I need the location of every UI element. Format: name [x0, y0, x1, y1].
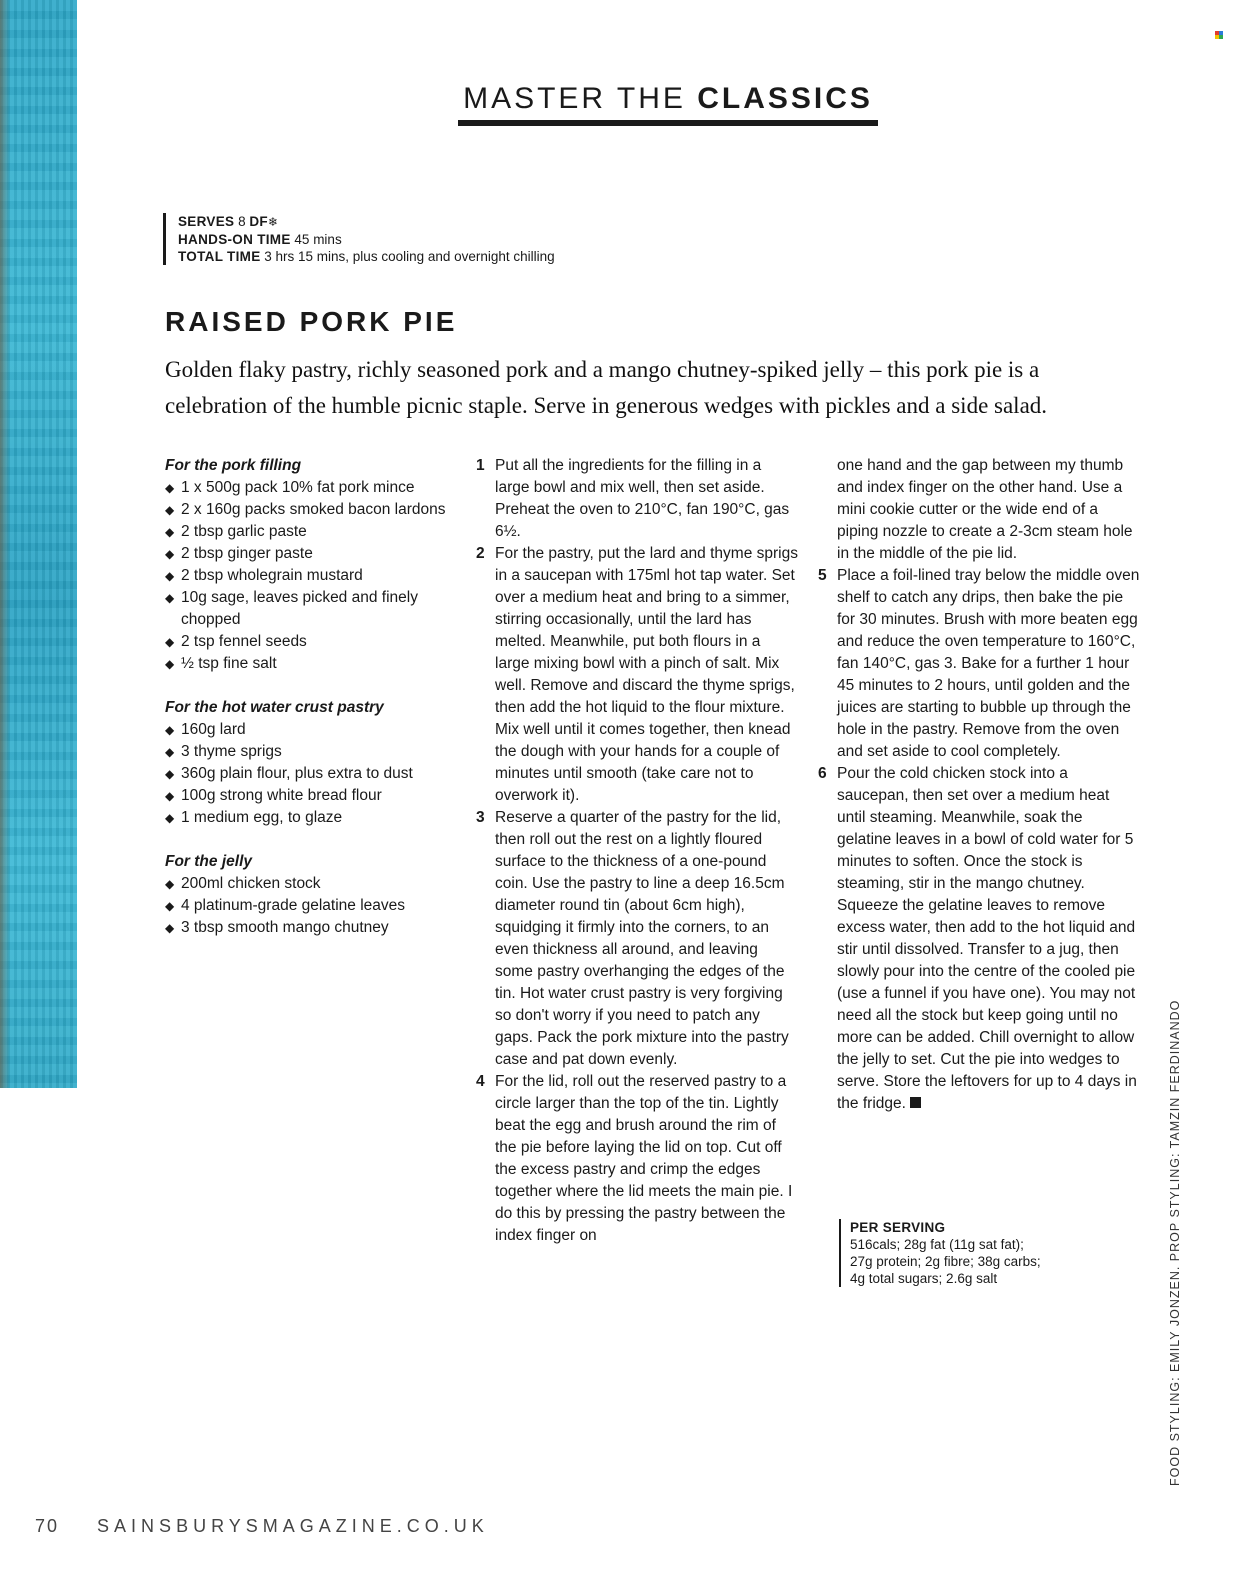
- ingredient-item: ◆ 2 tbsp wholegrain mustard: [165, 565, 465, 587]
- section-title-prefix: MASTER THE: [463, 82, 698, 115]
- method-step-1: [476, 455, 798, 543]
- method-step-4: [476, 1071, 798, 1247]
- method-step-4-continued: [818, 455, 1140, 565]
- step-text: For the pastry, put the lard and thyme sprigs in a saucepan with 175ml hot tap water. Set over a medium heat and bring to a simmer, stirring occasionally, until the lard has melted. Meanwhile, put both flours in a large mixing bowl with a pinch of salt. Mix well. Remove and discard the thyme sprigs, then add the hot liquid to the flour mixture. Mix well until it comes together, then knead the dough with your hands for a couple of minutes until smooth (take care not to overwork it).: [495, 545, 798, 804]
- page-footer: [35, 1516, 489, 1537]
- total-time-label: TOTAL TIME: [178, 249, 261, 264]
- nutrition-box: [839, 1219, 1041, 1287]
- ingredient-item: ◆ 200ml chicken stock: [165, 873, 465, 895]
- recipe-intro: Golden flaky pastry, richly seasoned pork and a mango chutney-spiked jelly – this pork pie is a celebration of the humble picnic staple. Serve in generous wedges with pickles and a side salad.: [165, 357, 1048, 418]
- step-text: Reserve a quarter of the pastry for the lid, then roll out the rest on a lightly floured surface to the thickness of a one-pound coin. Use the pastry to line a deep 16.5cm diameter round tin (about 6cm high), squidging it firmly into the corners, to an even thickness all around, and leaving some pastry overhanging the edges of the tin. Hot water crust pastry is very forgiving so don't worry if you need to patch any gaps. Pack the pork mixture into the pastry case and pat down evenly.: [495, 809, 789, 1068]
- ingredient-item: ◆ 360g plain flour, plus extra to dust: [165, 763, 465, 785]
- filling-heading: For the pork filling: [165, 457, 302, 474]
- ingredient-item: ◆ 3 tbsp smooth mango chutney: [165, 917, 465, 939]
- method-column-2: [818, 455, 1140, 1115]
- nutrition-line: 516cals; 28g fat (11g sat fat);: [850, 1237, 1024, 1252]
- snowflake-icon: ❄: [267, 215, 279, 229]
- dairy-free-badge: DF: [249, 214, 268, 229]
- ingredient-item: ◆ 4 platinum-grade gelatine leaves: [165, 895, 465, 917]
- section-title-emphasis: CLASSICS: [697, 82, 873, 115]
- nutrition-line: 27g protein; 2g fibre; 38g carbs;: [850, 1254, 1041, 1269]
- step-text: For the lid, roll out the reserved pastry to a circle larger than the top of the tin. Lightly beat the egg and brush around the rim of the pie before laying the lid on top. Cut off the excess pastry and crimp the edges together where the lid meets the main pie. I do this by pressing the pastry between the index finger on: [495, 1073, 793, 1244]
- end-mark-icon: [910, 1097, 921, 1108]
- styling-credit: FOOD STYLING: EMILY JONZEN. PROP STYLING: TAMZIN FERDINANDO: [1168, 999, 1182, 1486]
- step-text: Put all the ingredients for the filling in a large bowl and mix well, then set aside. Preheat the oven to 210°C, fan 190°C, gas 6½.: [495, 457, 790, 540]
- page-number: 70: [35, 1516, 60, 1536]
- method-step-2: [476, 543, 798, 807]
- hands-on-line: [178, 231, 555, 248]
- nutrition-line: 4g total sugars; 2.6g salt: [850, 1271, 998, 1286]
- ingredient-item: ◆ 10g sage, leaves picked and finely chopped: [165, 587, 465, 631]
- ingredient-item: ◆ 1 medium egg, to glaze: [165, 807, 465, 829]
- section-title-underline: [458, 120, 878, 126]
- pastry-heading: For the hot water crust pastry: [165, 699, 384, 716]
- recipe-title: RAISED PORK PIE: [165, 306, 458, 337]
- hands-on-value: 45 mins: [294, 232, 342, 247]
- step-text: Place a foil-lined tray below the middle oven shelf to catch any drips, then bake the pie for 30 minutes. Brush with more beaten egg and reduce the oven temperature to 160°C, fan 140°C, gas 3. Bake for a further 1 hour 45 minutes to 2 hours, until golden and the juices are starting to bubble up through the hole in the pastry. Remove from the oven and set aside to cool completely.: [837, 567, 1140, 760]
- step-text: Pour the cold chicken stock into a saucepan, then set over a medium heat until steaming. Meanwhile, soak the gelatine leaves in a bowl of cold water for 5 minutes to soften. Once the stock is steaming, stir in the mango chutney. Squeeze the gelatine leaves to remove excess water, then add to the hot liquid and stir until dissolved. Transfer to a jug, then slowly pour into the centre of the cooled pie (use a funnel if you have one). You may not need all the stock but keep going until no more can be added. Chill overnight to allow the jelly to set. Cut the pie into wedges to serve. Store the leftovers for up to 4 days in the fridge.: [837, 765, 1137, 1112]
- decorative-wood-strip: [0, 0, 77, 1088]
- step-number: 5: [818, 567, 827, 584]
- website-url: SAINSBURYSMAGAZINE.CO.UK: [97, 1516, 489, 1536]
- ingredients-column: [165, 455, 465, 961]
- ingredient-item: ◆ 2 tbsp garlic paste: [165, 521, 465, 543]
- ingredient-item: ◆ 100g strong white bread flour: [165, 785, 465, 807]
- step-number: 3: [476, 809, 485, 826]
- ingredient-item: ◆ ½ tsp fine salt: [165, 653, 465, 675]
- nutrition-title: PER SERVING: [850, 1220, 946, 1235]
- corner-logo-icon: [1215, 31, 1223, 39]
- step-number: 4: [476, 1073, 485, 1090]
- ingredient-item: ◆ 1 x 500g pack 10% fat pork mince: [165, 477, 465, 499]
- filling-list: [165, 477, 465, 675]
- total-time-value: 3 hrs 15 mins, plus cooling and overnight chilling: [264, 249, 555, 264]
- pastry-list: [165, 719, 465, 829]
- step-number: 2: [476, 545, 485, 562]
- hands-on-label: HANDS-ON TIME: [178, 232, 291, 247]
- section-title: [458, 82, 878, 116]
- step-text: one hand and the gap between my thumb and index finger on the other hand. Use a mini cookie cutter or the wide end of a piping nozzle to create a 2-3cm steam hole in the middle of the pie lid.: [837, 457, 1133, 562]
- method-step-6: [818, 763, 1140, 1115]
- ingredient-item: ◆ 2 tsp fennel seeds: [165, 631, 465, 653]
- method-step-5: [818, 565, 1140, 763]
- step-number: 6: [818, 765, 827, 782]
- step-number: 1: [476, 457, 485, 474]
- jelly-heading: For the jelly: [165, 853, 252, 870]
- recipe-meta: [163, 213, 555, 265]
- serves-value: 8: [238, 214, 246, 229]
- method-column-1: [476, 455, 798, 1247]
- ingredient-item: ◆ 2 tbsp ginger paste: [165, 543, 465, 565]
- method-step-3: [476, 807, 798, 1071]
- jelly-list: [165, 873, 465, 939]
- serves-label: SERVES: [178, 214, 235, 229]
- ingredient-item: ◆ 160g lard: [165, 719, 465, 741]
- total-time-line: [178, 248, 555, 265]
- ingredient-item: ◆ 2 x 160g packs smoked bacon lardons: [165, 499, 465, 521]
- ingredient-item: ◆ 3 thyme sprigs: [165, 741, 465, 763]
- serves-line: [178, 213, 555, 231]
